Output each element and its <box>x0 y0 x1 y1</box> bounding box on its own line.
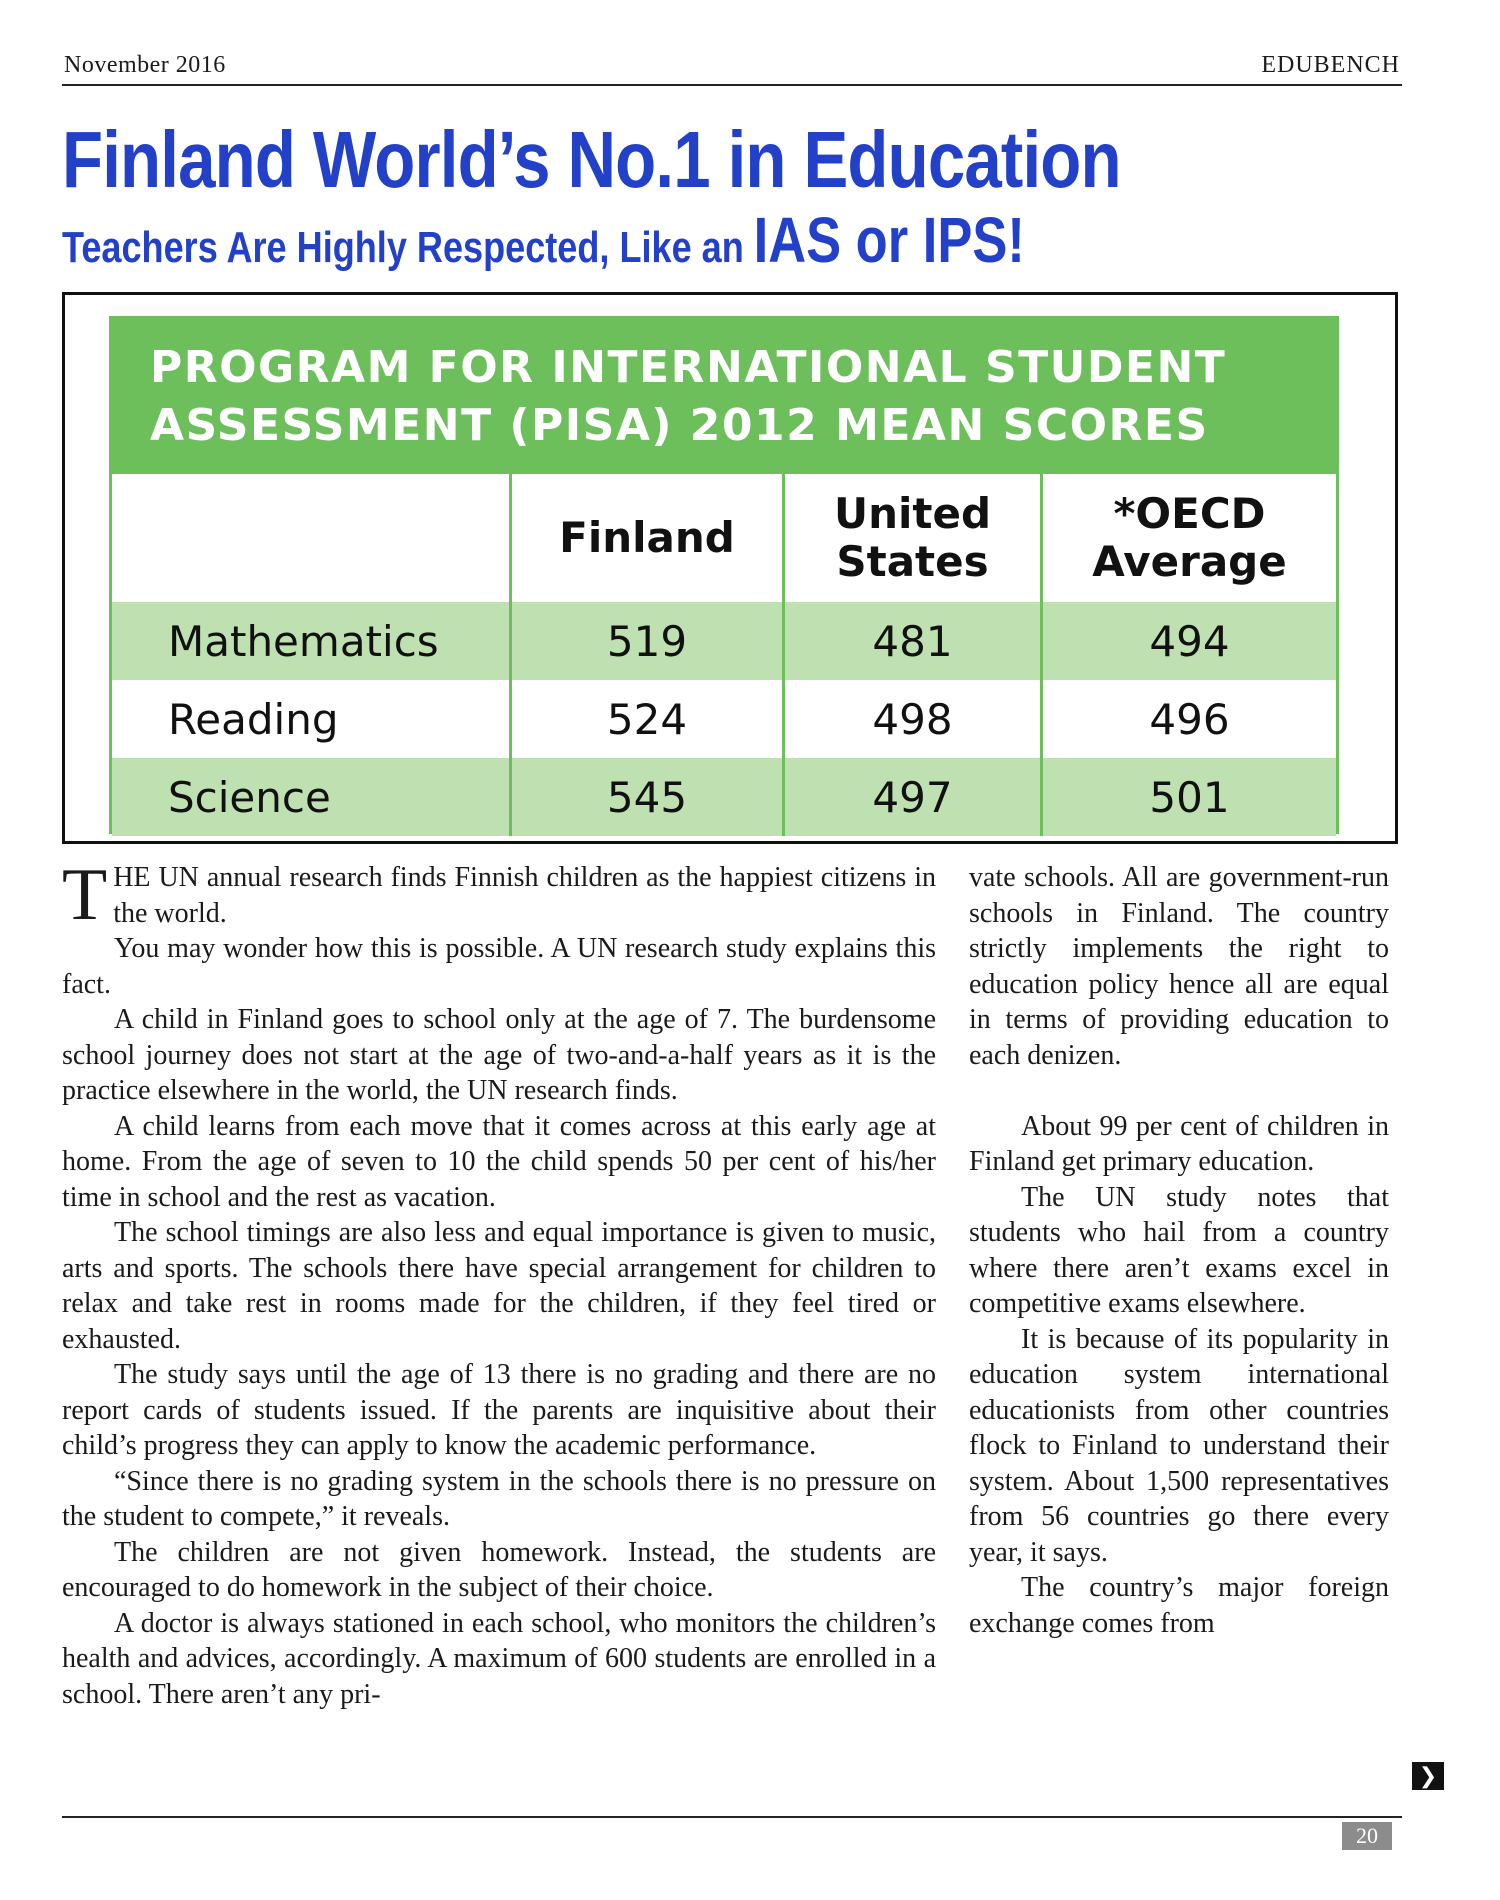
article-subtitle <box>62 205 1025 290</box>
pisa-title-line1: PROGRAM FOR INTERNATIONAL STUDENT <box>150 341 1227 393</box>
column-header-text: Finland <box>559 513 735 562</box>
article-paragraph: About 99 per cent of children in Finland get primary education. <box>969 1110 1389 1177</box>
footer-divider <box>62 1816 1402 1818</box>
table-cell: 497 <box>785 758 1043 836</box>
next-page-arrow-icon[interactable]: ❯ <box>1412 1762 1444 1790</box>
table-cell: 519 <box>512 602 785 680</box>
subtitle-part2: IAS or IPS! <box>753 204 1025 276</box>
pisa-figure <box>62 292 1398 844</box>
row-label-mathematics: Mathematics <box>112 602 512 680</box>
article-paragraph: A child in Finland goes to school only at the age of 7. The burdensome school journey does not start at the age of two-and-a-half years as it is the practice elsewhere in the world, the UN research finds. <box>62 1004 936 1106</box>
issue-date: November 2016 <box>64 52 226 78</box>
article-column-right <box>969 860 1389 1641</box>
page-header <box>62 50 1402 86</box>
header-cell-empty <box>112 474 512 602</box>
table-cell: 496 <box>1043 680 1336 758</box>
pisa-table-title <box>112 319 1336 474</box>
article-paragraph: You may wonder how this is possible. A UN research study explains this fact. <box>62 933 936 1000</box>
table-cell: 545 <box>512 758 785 836</box>
table-cell: 501 <box>1043 758 1336 836</box>
article-paragraph: The children are not given homework. Instead, the students are encouraged to do homework in the subject of their choice. <box>62 1536 936 1603</box>
row-label-reading: Reading <box>112 680 512 758</box>
row-label-science: Science <box>112 758 512 836</box>
article-paragraph: THE UN annual research finds Finnish children as the happiest citizens in the world. <box>62 854 936 936</box>
article-paragraph: The school timings are also less and equal importance is given to music, arts and sports. The schools there have special arrangement for children to relax and take rest in rooms made for the children, if they feel tired or exhausted. <box>62 1217 936 1355</box>
paragraph-spacer <box>969 1073 1389 1109</box>
column-header-text: United States <box>833 489 992 586</box>
article-paragraph: vate schools. All are government-run schools in Finland. The country strictly implements the right to education policy hence all are equal in terms of providing education to each denizen. <box>969 862 1389 1071</box>
pisa-table <box>109 316 1339 834</box>
page-number: 20 <box>1342 1822 1392 1850</box>
column-header-finland <box>512 474 785 602</box>
pisa-table-grid <box>112 474 1336 836</box>
drop-cap: T <box>62 854 108 936</box>
article-paragraph: The UN study notes that students who hail from a country where there aren’t exams excel in competitive exams elsewhere. <box>969 1181 1389 1319</box>
article-paragraph: The study says until the age of 13 there is no grading and there are no report cards of students issued. If the parents are inquisitive about their child’s progress they can apply to know the academic performance. <box>62 1359 936 1461</box>
article-paragraph: The country’s major foreign exchange comes from <box>969 1572 1389 1639</box>
subtitle-part1: Teachers Are Highly Respected, Like an <box>62 223 744 272</box>
table-cell: 494 <box>1043 602 1336 680</box>
article-paragraph: A child learns from each move that it comes across at this early age at home. From the age of seven to 10 the child spends 50 per cent of his/her time in school and the rest as vacation. <box>62 1110 936 1213</box>
pisa-title-line2: ASSESSMENT (PISA) 2012 MEAN SCORES <box>150 399 1209 451</box>
table-cell: 498 <box>785 680 1043 758</box>
article-paragraph: It is because of its popularity in education system international educationists from other countries flock to Finland to understand their system. About 1,500 representatives from 56 countries go there every year, it says. <box>969 1323 1389 1568</box>
table-cell: 524 <box>512 680 785 758</box>
column-header-text: *OECD Average <box>1092 489 1287 586</box>
article-column-left <box>62 854 936 1712</box>
magazine-name: EDUBENCH <box>1261 52 1400 78</box>
article-paragraph: A doctor is always stationed in each school, who monitors the children’s health and advices, accordingly. A maximum of 600 students are enrolled in a school. There aren’t any pri- <box>62 1607 936 1710</box>
column-header-oecd-average <box>1043 474 1336 602</box>
table-cell: 481 <box>785 602 1043 680</box>
article-title: Finland World’s No.1 in Education <box>62 115 1121 204</box>
column-header-united-states <box>785 474 1043 602</box>
article-paragraph: “Since there is no grading system in the schools there is no pressure on the student to compete,” it reveals. <box>62 1465 936 1532</box>
